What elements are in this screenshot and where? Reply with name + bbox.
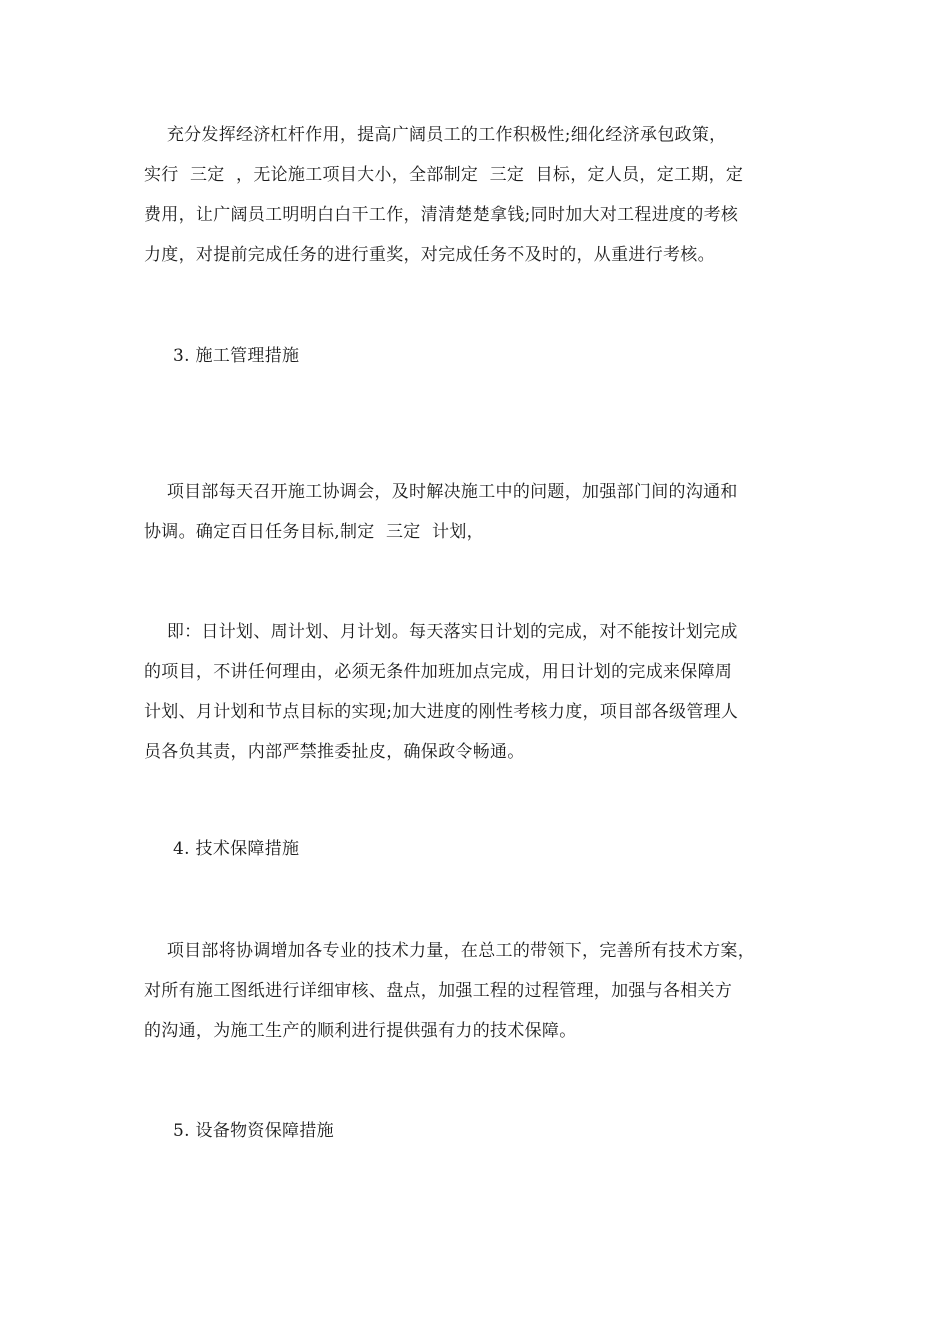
paragraph-line: 项目部每天召开施工协调会，及时解决施工中的问题，加强部门间的沟通和	[144, 482, 738, 502]
paragraph-line: 协调。确定百日任务目标,制定 三定 计划，	[144, 522, 484, 542]
section-heading-3: 3. 施工管理措施	[173, 346, 300, 366]
paragraph-line: 充分发挥经济杠杆作用，提高广阔员工的工作积极性;细化经济承包政策，	[144, 125, 727, 145]
paragraph-line: 计划、月计划和节点目标的实现;加大进度的刚性考核力度，项目部各级管理人	[144, 702, 739, 722]
paragraph-line: 对所有施工图纸进行详细审核、盘点，加强工程的过程管理，加强与各相关方	[144, 981, 733, 1001]
paragraph-line: 员各负其责，内部严禁推委扯皮，确保政令畅通。	[144, 742, 525, 762]
section-heading-4: 4. 技术保障措施	[173, 839, 300, 859]
paragraph-line: 的项目，不讲任何理由，必须无条件加班加点完成，用日计划的完成来保障周	[144, 662, 733, 682]
paragraph-line: 的沟通，为施工生产的顺利进行提供强有力的技术保障。	[144, 1021, 577, 1041]
section-heading-5: 5. 设备物资保障措施	[173, 1121, 334, 1141]
paragraph-line: 项目部将协调增加各专业的技术力量，在总工的带领下，完善所有技术方案，	[144, 941, 756, 961]
paragraph-line: 即：日计划、周计划、月计划。每天落实日计划的完成，对不能按计划完成	[144, 622, 738, 642]
paragraph-line: 实行 三定 ，无论施工项目大小，全部制定 三定 目标，定人员，定工期，定	[144, 165, 744, 185]
paragraph-line: 力度，对提前完成任务的进行重奖，对完成任务不及时的，从重进行考核。	[144, 245, 715, 265]
paragraph-line: 费用，让广阔员工明明白白干工作，清清楚楚拿钱;同时加大对工程进度的考核	[144, 205, 739, 225]
